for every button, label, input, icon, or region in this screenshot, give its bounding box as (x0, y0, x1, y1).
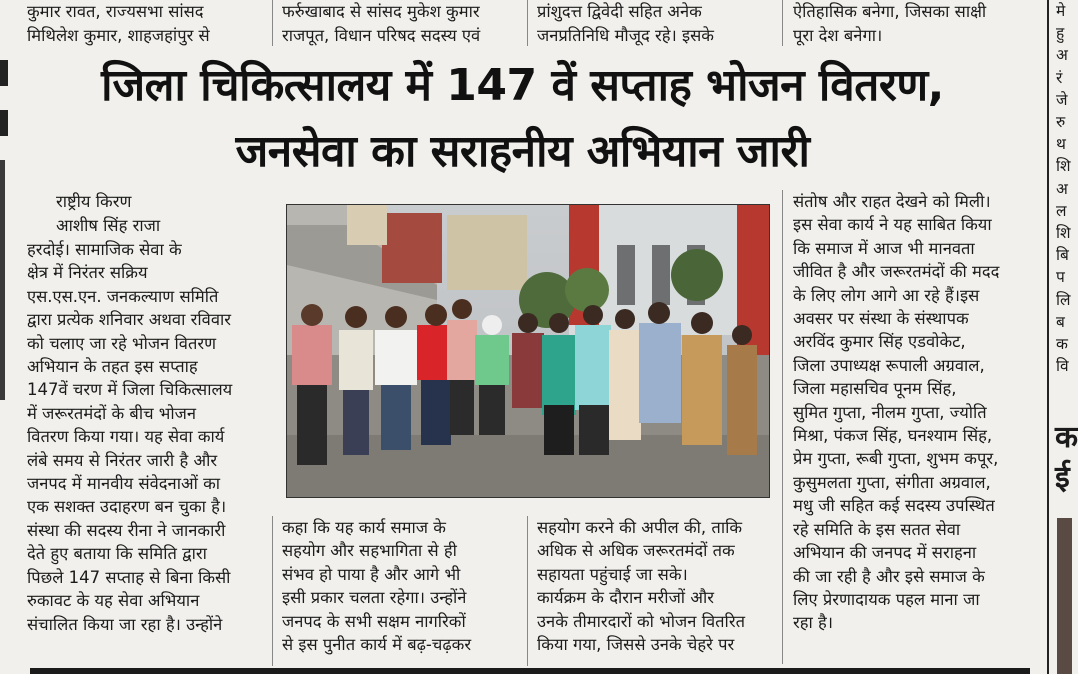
byline-source: राष्ट्रीय किरण (56, 192, 132, 211)
headline-line-1: जिला चिकित्सालय में 147 वें सप्ताह भोजन वितरण, (101, 60, 944, 111)
prev-article-col-4: ऐतिहासिक बनेगा, जिसका साक्षी पूरा देश बनेगा। (793, 2, 987, 45)
next-headline-cutoff (30, 668, 1030, 674)
group-photo-image (287, 205, 769, 497)
column-rule (272, 0, 273, 46)
adjacent-text: मे हु अ रं जे रु थ शि अ ल शि बि प लि ब क वि (1056, 2, 1071, 376)
column-rule (527, 516, 528, 666)
prev-article-col-3: प्रांशुदत्त द्विवेदी सहित अनेक जनप्रतिनिधि मौजूद रहे। इसके (537, 2, 714, 45)
headline-line-2: जनसेवा का सराहनीय अभियान जारी (235, 126, 810, 177)
page-edge-rule (1047, 0, 1049, 674)
column-rule (272, 516, 273, 666)
adjacent-heading: क ई (1055, 420, 1078, 495)
article-column-4: संतोष और राहत देखने को मिली। इस सेवा कार्य ने यह साबित किया कि समाज में आज भी मानवता जीवित है और जरूरतमंदों की मदद के लिए लोग आगे आ रहे हैं।इस अवसर पर संस्था के संस्थापक अरविंद कुमार सिंह एडवोकेट, जिला उपाध्यक्ष रूपाली अग्रवाल, जिला महासचिव पूनम सिंह, सुमित गुप्ता, नीलम गुप्ता, ज्योति मिश्रा, पंकज सिंह, घनश्याम सिंह, प्रेम गुप्ता, रूबी गुप्ता, शुभम कपूर, कुसुमलता गुप्ता, संगीता अग्रवाल, मधु जी सहित कई सदस्य उपस्थित रहे समिति के इस सतत सेवा अभियान की जनपद में सराहना की जा रही है और इसे समाज के लिए प्रेरणादायक पहल माना जा रहा है। (793, 192, 1000, 633)
prev-article-col-1: कुमार रावत, राज्यसभा सांसद मिथिलेश कुमार, शाहजहांपुर से (27, 2, 210, 45)
article-column-3: सहयोग करने की अपील की, ताकि अधिक से अधिक जरूरतमंदों तक सहायता पहुंचाई जा सके। कार्यक्रम के दौरान मरीजों और उनके तीमारदारों को भोजन वितरित किया गया, जिससे उनके चेहरे पर (537, 518, 745, 655)
article-column-1: हरदोई। सामाजिक सेवा के क्षेत्र में निरंतर सक्रिय एस.एस.एन. जनकल्याण समिति द्वारा प्रत्येक शनिवार अथवा रविवार को चलाए जा रहे भोजन वितरण अभियान के तहत इस सप्ताह 147वें चरण में जिला चिकित्सालय में जरूरतमंदों के बीच भोजन वितरण किया गया। यह सेवा कार्य लंबे समय से निरंतर जारी है और जनपद में मानवीय संवेदनाओं का एक सशक्त उदाहरण बन चुका है। संस्था की सदस्य रीना ने जानकारी देते हुए बताया कि समिति द्वारा पिछले 147 सप्ताह से बिना किसी रुकावट के यह सेवा अभियान संचालित किया जा रहा है। उन्होंने (27, 240, 233, 634)
group-photo (286, 204, 770, 498)
article-column-2: कहा कि यह कार्य समाज के सहयोग और सहभागिता से ही संभव हो पाया है और आगे भी इसी प्रकार चलता रहेगा। उन्होंने जनपद के सभी सक्षम नागरिकों से इस पुनीत कार्य में बढ़-चढ़कर (282, 518, 472, 655)
column-rule (527, 0, 528, 46)
column-rule (782, 0, 783, 46)
prev-article-col-2: फर्रुखाबाद से सांसद मुकेश कुमार राजपूत, विधान परिषद सदस्य एवं (282, 2, 481, 45)
column-rule (782, 190, 783, 664)
byline-author: आशीष सिंह राजा (56, 216, 161, 235)
adjacent-page-left (0, 0, 12, 674)
adjacent-page-right (1055, 0, 1078, 674)
adjacent-photo (1057, 518, 1072, 674)
